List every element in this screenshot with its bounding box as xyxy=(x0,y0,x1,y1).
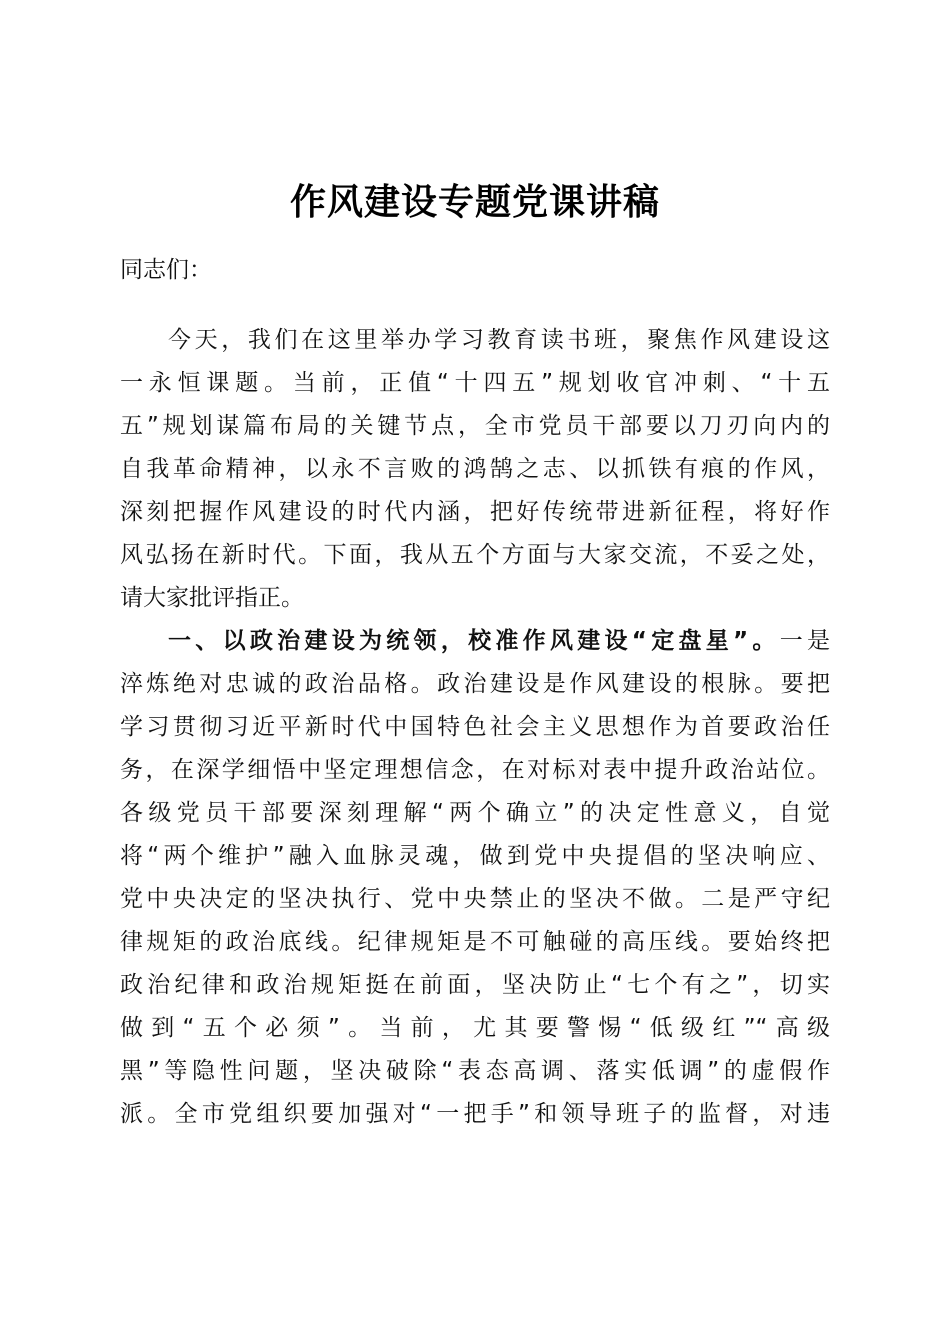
paragraph-line: 深刻把握作风建设的时代内涵，把好传统带进新征程，将好作 xyxy=(120,499,830,525)
paragraph-line: 律规矩的政治底线。纪律规矩是不可触碰的高压线。要始终把 xyxy=(120,929,830,955)
paragraph-line: 政治纪律和政治规矩挺在前面，坚决防止“七个有之”，切实 xyxy=(120,972,830,998)
paragraph-line: 一永恒课题。当前，正值“十四五”规划收官冲刺、“十五 xyxy=(120,370,830,396)
paragraph-line: 五”规划谋篇布局的关键节点，全市党员干部要以刀刃向内的 xyxy=(120,413,830,439)
paragraph-line: 今天，我们在这里举办学习教育读书班，聚焦作风建设这 xyxy=(168,327,830,353)
paragraph-line: 请大家批评指正。 xyxy=(120,585,304,611)
section-heading-line xyxy=(120,620,830,663)
paragraph-line: 务，在深学细悟中坚定理想信念，在对标对表中提升政治站位。 xyxy=(120,757,830,783)
greeting: 同志们： xyxy=(120,257,212,283)
paragraph-line: 自我革命精神，以永不言败的鸿鹄之志、以抓铁有痕的作风， xyxy=(120,456,830,482)
section-1-heading-rest: 一是 xyxy=(779,628,831,654)
intro-paragraph xyxy=(120,319,830,620)
paragraph-line: 各级党员干部要深刻理解“两个确立”的决定性意义，自觉 xyxy=(120,800,830,826)
paragraph-line: 淬炼绝对忠诚的政治品格。政治建设是作风建设的根脉。要把 xyxy=(120,671,830,697)
document-title: 作风建设专题党课讲稿 xyxy=(289,181,660,223)
paragraph-line: 派。全市党组织要加强对“一把手”和领导班子的监督，对违 xyxy=(120,1101,830,1127)
section-1-paragraph xyxy=(120,620,830,1136)
paragraph-line: 将“两个维护”融入血脉灵魂，做到党中央提倡的坚决响应、 xyxy=(120,843,830,869)
paragraph-line: 党中央决定的坚决执行、党中央禁止的坚决不做。二是严守纪 xyxy=(120,886,830,912)
document-body xyxy=(120,319,830,1136)
paragraph-line: 风弘扬在新时代。下面，我从五个方面与大家交流，不妥之处， xyxy=(120,542,830,568)
paragraph-line: 做到“五个必须”。当前，尤其要警惕“低级红”“高级 xyxy=(120,1015,830,1041)
section-1-heading: 一、以政治建设为统领，校准作风建设“定盘星”。 xyxy=(168,628,780,654)
paragraph-line: 学习贯彻习近平新时代中国特色社会主义思想作为首要政治任 xyxy=(120,714,830,740)
paragraph-line: 黑”等隐性问题，坚决破除“表态高调、落实低调”的虚假作 xyxy=(120,1058,830,1084)
